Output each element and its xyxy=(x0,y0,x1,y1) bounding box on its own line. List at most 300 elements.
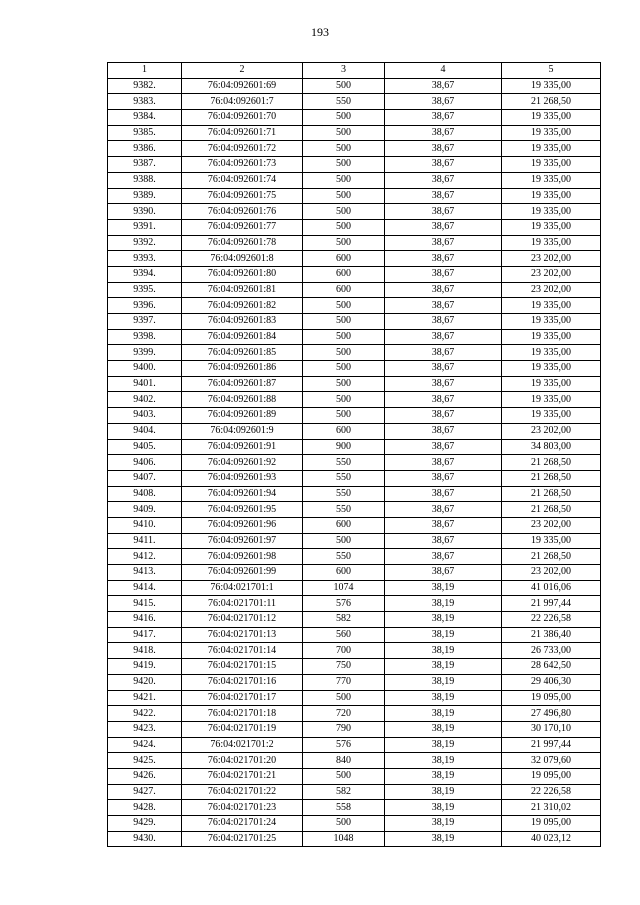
rate-cell: 38,67 xyxy=(385,204,502,220)
table-row xyxy=(108,266,601,282)
rate-cell: 38,19 xyxy=(385,816,502,832)
data-table xyxy=(107,62,601,847)
amount-cell: 19 335,00 xyxy=(502,125,601,141)
table-row xyxy=(108,470,601,486)
row-number-cell: 9416. xyxy=(108,612,182,628)
rate-cell: 38,67 xyxy=(385,251,502,267)
area-cell: 500 xyxy=(303,533,385,549)
amount-cell: 19 335,00 xyxy=(502,361,601,377)
rate-cell: 38,67 xyxy=(385,125,502,141)
area-cell: 1074 xyxy=(303,580,385,596)
cadastral-number-cell: 76:04:092601:87 xyxy=(182,376,303,392)
area-cell: 500 xyxy=(303,298,385,314)
row-number-cell: 9408. xyxy=(108,486,182,502)
table-row xyxy=(108,392,601,408)
table-row xyxy=(108,94,601,110)
rate-cell: 38,19 xyxy=(385,659,502,675)
table-row xyxy=(108,141,601,157)
area-cell: 500 xyxy=(303,110,385,126)
rate-cell: 38,19 xyxy=(385,831,502,847)
table-row xyxy=(108,423,601,439)
amount-cell: 19 335,00 xyxy=(502,392,601,408)
rate-cell: 38,67 xyxy=(385,502,502,518)
rate-cell: 38,67 xyxy=(385,94,502,110)
area-cell: 840 xyxy=(303,753,385,769)
row-number-cell: 9425. xyxy=(108,753,182,769)
row-number-cell: 9410. xyxy=(108,517,182,533)
cadastral-number-cell: 76:04:092601:86 xyxy=(182,361,303,377)
table-row xyxy=(108,737,601,753)
table-row xyxy=(108,596,601,612)
rate-cell: 38,19 xyxy=(385,627,502,643)
rate-cell: 38,67 xyxy=(385,141,502,157)
table-row xyxy=(108,376,601,392)
area-cell: 700 xyxy=(303,643,385,659)
cadastral-number-cell: 76:04:092601:70 xyxy=(182,110,303,126)
rate-cell: 38,67 xyxy=(385,219,502,235)
table-row xyxy=(108,690,601,706)
cadastral-number-cell: 76:04:092601:74 xyxy=(182,172,303,188)
table-row xyxy=(108,298,601,314)
rate-cell: 38,67 xyxy=(385,314,502,330)
amount-cell: 19 095,00 xyxy=(502,816,601,832)
row-number-cell: 9389. xyxy=(108,188,182,204)
rate-cell: 38,19 xyxy=(385,674,502,690)
cadastral-number-cell: 76:04:092601:72 xyxy=(182,141,303,157)
table-row xyxy=(108,329,601,345)
rate-cell: 38,67 xyxy=(385,486,502,502)
row-number-cell: 9392. xyxy=(108,235,182,251)
cadastral-number-cell: 76:04:092601:82 xyxy=(182,298,303,314)
area-cell: 900 xyxy=(303,439,385,455)
rate-cell: 38,67 xyxy=(385,235,502,251)
area-cell: 720 xyxy=(303,706,385,722)
amount-cell: 19 335,00 xyxy=(502,157,601,173)
rate-cell: 38,67 xyxy=(385,188,502,204)
page-number: 193 xyxy=(311,25,329,39)
rate-cell: 38,67 xyxy=(385,408,502,424)
row-number-cell: 9428. xyxy=(108,800,182,816)
area-cell: 1048 xyxy=(303,831,385,847)
amount-cell: 41 016,06 xyxy=(502,580,601,596)
table-row xyxy=(108,361,601,377)
amount-cell: 21 268,50 xyxy=(502,549,601,565)
amount-cell: 23 202,00 xyxy=(502,565,601,581)
row-number-cell: 9390. xyxy=(108,204,182,220)
rate-cell: 38,67 xyxy=(385,470,502,486)
row-number-cell: 9396. xyxy=(108,298,182,314)
table-row xyxy=(108,831,601,847)
row-number-cell: 9385. xyxy=(108,125,182,141)
cadastral-number-cell: 76:04:021701:25 xyxy=(182,831,303,847)
amount-cell: 19 335,00 xyxy=(502,408,601,424)
rate-cell: 38,67 xyxy=(385,533,502,549)
rate-cell: 38,67 xyxy=(385,517,502,533)
table-row xyxy=(108,674,601,690)
cadastral-number-cell: 76:04:092601:81 xyxy=(182,282,303,298)
cadastral-number-cell: 76:04:092601:95 xyxy=(182,502,303,518)
rate-cell: 38,67 xyxy=(385,266,502,282)
row-number-cell: 9395. xyxy=(108,282,182,298)
amount-cell: 21 997,44 xyxy=(502,596,601,612)
table-row xyxy=(108,659,601,675)
rate-cell: 38,67 xyxy=(385,565,502,581)
amount-cell: 23 202,00 xyxy=(502,282,601,298)
area-cell: 576 xyxy=(303,596,385,612)
row-number-cell: 9417. xyxy=(108,627,182,643)
row-number-cell: 9415. xyxy=(108,596,182,612)
row-number-cell: 9412. xyxy=(108,549,182,565)
amount-cell: 34 803,00 xyxy=(502,439,601,455)
area-cell: 500 xyxy=(303,408,385,424)
amount-cell: 22 226,58 xyxy=(502,612,601,628)
area-cell: 500 xyxy=(303,157,385,173)
rate-cell: 38,67 xyxy=(385,392,502,408)
amount-cell: 19 335,00 xyxy=(502,110,601,126)
area-cell: 600 xyxy=(303,251,385,267)
cadastral-number-cell: 76:04:021701:1 xyxy=(182,580,303,596)
rate-cell: 38,67 xyxy=(385,78,502,94)
area-cell: 600 xyxy=(303,423,385,439)
amount-cell: 19 335,00 xyxy=(502,141,601,157)
cadastral-number-cell: 76:04:092601:99 xyxy=(182,565,303,581)
area-cell: 550 xyxy=(303,549,385,565)
rate-cell: 38,67 xyxy=(385,376,502,392)
row-number-cell: 9426. xyxy=(108,768,182,784)
cadastral-number-cell: 76:04:092601:96 xyxy=(182,517,303,533)
rate-cell: 38,19 xyxy=(385,800,502,816)
row-number-cell: 9400. xyxy=(108,361,182,377)
amount-cell: 19 335,00 xyxy=(502,376,601,392)
cadastral-number-cell: 76:04:092601:80 xyxy=(182,266,303,282)
column-header: 1 xyxy=(108,63,182,79)
row-number-cell: 9384. xyxy=(108,110,182,126)
area-cell: 500 xyxy=(303,235,385,251)
cadastral-number-cell: 76:04:021701:2 xyxy=(182,737,303,753)
row-number-cell: 9419. xyxy=(108,659,182,675)
amount-cell: 19 335,00 xyxy=(502,78,601,94)
rate-cell: 38,19 xyxy=(385,706,502,722)
row-number-cell: 9402. xyxy=(108,392,182,408)
table-row xyxy=(108,627,601,643)
rate-cell: 38,19 xyxy=(385,580,502,596)
area-cell: 550 xyxy=(303,455,385,471)
table-row xyxy=(108,721,601,737)
row-number-cell: 9382. xyxy=(108,78,182,94)
rate-cell: 38,67 xyxy=(385,455,502,471)
row-number-cell: 9405. xyxy=(108,439,182,455)
cadastral-number-cell: 76:04:092601:89 xyxy=(182,408,303,424)
row-number-cell: 9383. xyxy=(108,94,182,110)
area-cell: 500 xyxy=(303,376,385,392)
table-row xyxy=(108,753,601,769)
cadastral-number-cell: 76:04:021701:19 xyxy=(182,721,303,737)
table-row xyxy=(108,517,601,533)
table-row xyxy=(108,565,601,581)
amount-cell: 21 310,02 xyxy=(502,800,601,816)
column-header: 5 xyxy=(502,63,601,79)
rate-cell: 38,67 xyxy=(385,329,502,345)
amount-cell: 19 095,00 xyxy=(502,768,601,784)
row-number-cell: 9430. xyxy=(108,831,182,847)
amount-cell: 19 095,00 xyxy=(502,690,601,706)
table-row xyxy=(108,643,601,659)
row-number-cell: 9429. xyxy=(108,816,182,832)
amount-cell: 21 386,40 xyxy=(502,627,601,643)
cadastral-number-cell: 76:04:092601:71 xyxy=(182,125,303,141)
area-cell: 770 xyxy=(303,674,385,690)
rate-cell: 38,19 xyxy=(385,768,502,784)
rate-cell: 38,19 xyxy=(385,721,502,737)
area-cell: 550 xyxy=(303,94,385,110)
rate-cell: 38,67 xyxy=(385,361,502,377)
amount-cell: 28 642,50 xyxy=(502,659,601,675)
row-number-cell: 9404. xyxy=(108,423,182,439)
area-cell: 582 xyxy=(303,612,385,628)
rate-cell: 38,67 xyxy=(385,282,502,298)
row-number-cell: 9403. xyxy=(108,408,182,424)
column-header: 4 xyxy=(385,63,502,79)
area-cell: 500 xyxy=(303,329,385,345)
row-number-cell: 9418. xyxy=(108,643,182,659)
amount-cell: 23 202,00 xyxy=(502,266,601,282)
cadastral-number-cell: 76:04:092601:88 xyxy=(182,392,303,408)
cadastral-number-cell: 76:04:021701:24 xyxy=(182,816,303,832)
table-row xyxy=(108,502,601,518)
amount-cell: 21 997,44 xyxy=(502,737,601,753)
area-cell: 500 xyxy=(303,768,385,784)
rate-cell: 38,67 xyxy=(385,157,502,173)
area-cell: 500 xyxy=(303,219,385,235)
cadastral-number-cell: 76:04:092601:84 xyxy=(182,329,303,345)
row-number-cell: 9413. xyxy=(108,565,182,581)
row-number-cell: 9388. xyxy=(108,172,182,188)
row-number-cell: 9406. xyxy=(108,455,182,471)
rate-cell: 38,67 xyxy=(385,298,502,314)
cadastral-number-cell: 76:04:092601:76 xyxy=(182,204,303,220)
area-cell: 550 xyxy=(303,502,385,518)
cadastral-number-cell: 76:04:021701:13 xyxy=(182,627,303,643)
area-cell: 790 xyxy=(303,721,385,737)
area-cell: 600 xyxy=(303,565,385,581)
cadastral-number-cell: 76:04:021701:17 xyxy=(182,690,303,706)
amount-cell: 21 268,50 xyxy=(502,502,601,518)
cadastral-number-cell: 76:04:092601:7 xyxy=(182,94,303,110)
row-number-cell: 9409. xyxy=(108,502,182,518)
area-cell: 500 xyxy=(303,188,385,204)
header-row xyxy=(108,63,601,79)
rate-cell: 38,67 xyxy=(385,439,502,455)
area-cell: 500 xyxy=(303,816,385,832)
amount-cell: 23 202,00 xyxy=(502,251,601,267)
cadastral-number-cell: 76:04:021701:14 xyxy=(182,643,303,659)
cadastral-number-cell: 76:04:092601:9 xyxy=(182,423,303,439)
amount-cell: 21 268,50 xyxy=(502,94,601,110)
area-cell: 500 xyxy=(303,125,385,141)
cadastral-number-cell: 76:04:021701:12 xyxy=(182,612,303,628)
table-row xyxy=(108,188,601,204)
table-row xyxy=(108,110,601,126)
table-row xyxy=(108,549,601,565)
row-number-cell: 9394. xyxy=(108,266,182,282)
area-cell: 576 xyxy=(303,737,385,753)
cadastral-number-cell: 76:04:092601:92 xyxy=(182,455,303,471)
cadastral-number-cell: 76:04:092601:8 xyxy=(182,251,303,267)
table-row xyxy=(108,455,601,471)
row-number-cell: 9391. xyxy=(108,219,182,235)
amount-cell: 27 496,80 xyxy=(502,706,601,722)
table-row xyxy=(108,157,601,173)
area-cell: 558 xyxy=(303,800,385,816)
area-cell: 582 xyxy=(303,784,385,800)
cadastral-number-cell: 76:04:092601:91 xyxy=(182,439,303,455)
cadastral-number-cell: 76:04:021701:21 xyxy=(182,768,303,784)
amount-cell: 19 335,00 xyxy=(502,172,601,188)
cadastral-number-cell: 76:04:092601:94 xyxy=(182,486,303,502)
cadastral-number-cell: 76:04:021701:23 xyxy=(182,800,303,816)
area-cell: 550 xyxy=(303,486,385,502)
column-header: 2 xyxy=(182,63,303,79)
rate-cell: 38,19 xyxy=(385,612,502,628)
area-cell: 500 xyxy=(303,204,385,220)
rate-cell: 38,19 xyxy=(385,690,502,706)
area-cell: 550 xyxy=(303,470,385,486)
amount-cell: 19 335,00 xyxy=(502,219,601,235)
amount-cell: 23 202,00 xyxy=(502,423,601,439)
table-row xyxy=(108,706,601,722)
amount-cell: 22 226,58 xyxy=(502,784,601,800)
table-row xyxy=(108,768,601,784)
table-row xyxy=(108,612,601,628)
cadastral-number-cell: 76:04:092601:69 xyxy=(182,78,303,94)
amount-cell: 19 335,00 xyxy=(502,533,601,549)
row-number-cell: 9386. xyxy=(108,141,182,157)
cadastral-number-cell: 76:04:092601:83 xyxy=(182,314,303,330)
row-number-cell: 9424. xyxy=(108,737,182,753)
table-row xyxy=(108,784,601,800)
rate-cell: 38,19 xyxy=(385,643,502,659)
amount-cell: 32 079,60 xyxy=(502,753,601,769)
amount-cell: 19 335,00 xyxy=(502,188,601,204)
area-cell: 500 xyxy=(303,690,385,706)
cadastral-number-cell: 76:04:092601:75 xyxy=(182,188,303,204)
amount-cell: 19 335,00 xyxy=(502,314,601,330)
table-row xyxy=(108,204,601,220)
amount-cell: 19 335,00 xyxy=(502,345,601,361)
table-row xyxy=(108,800,601,816)
area-cell: 500 xyxy=(303,78,385,94)
row-number-cell: 9422. xyxy=(108,706,182,722)
table-row xyxy=(108,816,601,832)
table-row xyxy=(108,125,601,141)
amount-cell: 19 335,00 xyxy=(502,329,601,345)
rate-cell: 38,19 xyxy=(385,737,502,753)
table-row xyxy=(108,235,601,251)
table-row xyxy=(108,533,601,549)
amount-cell: 30 170,10 xyxy=(502,721,601,737)
amount-cell: 19 335,00 xyxy=(502,235,601,251)
table-row xyxy=(108,78,601,94)
amount-cell: 21 268,50 xyxy=(502,455,601,471)
cadastral-number-cell: 76:04:021701:16 xyxy=(182,674,303,690)
amount-cell: 19 335,00 xyxy=(502,298,601,314)
area-cell: 600 xyxy=(303,266,385,282)
area-cell: 600 xyxy=(303,282,385,298)
table-row xyxy=(108,580,601,596)
cadastral-number-cell: 76:04:021701:20 xyxy=(182,753,303,769)
area-cell: 750 xyxy=(303,659,385,675)
table-row xyxy=(108,314,601,330)
table-row xyxy=(108,172,601,188)
row-number-cell: 9421. xyxy=(108,690,182,706)
table-row xyxy=(108,282,601,298)
row-number-cell: 9397. xyxy=(108,314,182,330)
table-row xyxy=(108,439,601,455)
rate-cell: 38,67 xyxy=(385,345,502,361)
rate-cell: 38,67 xyxy=(385,549,502,565)
rate-cell: 38,19 xyxy=(385,753,502,769)
row-number-cell: 9387. xyxy=(108,157,182,173)
table-row xyxy=(108,219,601,235)
cadastral-number-cell: 76:04:021701:15 xyxy=(182,659,303,675)
area-cell: 560 xyxy=(303,627,385,643)
cadastral-number-cell: 76:04:021701:18 xyxy=(182,706,303,722)
cadastral-number-cell: 76:04:092601:97 xyxy=(182,533,303,549)
table-row xyxy=(108,345,601,361)
row-number-cell: 9420. xyxy=(108,674,182,690)
amount-cell: 19 335,00 xyxy=(502,204,601,220)
table-row xyxy=(108,251,601,267)
amount-cell: 29 406,30 xyxy=(502,674,601,690)
row-number-cell: 9393. xyxy=(108,251,182,267)
cadastral-number-cell: 76:04:092601:85 xyxy=(182,345,303,361)
cadastral-number-cell: 76:04:021701:22 xyxy=(182,784,303,800)
area-cell: 500 xyxy=(303,172,385,188)
rate-cell: 38,67 xyxy=(385,110,502,126)
area-cell: 500 xyxy=(303,314,385,330)
cadastral-number-cell: 76:04:092601:73 xyxy=(182,157,303,173)
area-cell: 500 xyxy=(303,345,385,361)
cadastral-number-cell: 76:04:092601:93 xyxy=(182,470,303,486)
amount-cell: 23 202,00 xyxy=(502,517,601,533)
cadastral-number-cell: 76:04:092601:98 xyxy=(182,549,303,565)
row-number-cell: 9401. xyxy=(108,376,182,392)
row-number-cell: 9399. xyxy=(108,345,182,361)
cadastral-number-cell: 76:04:092601:77 xyxy=(182,219,303,235)
row-number-cell: 9398. xyxy=(108,329,182,345)
rate-cell: 38,67 xyxy=(385,423,502,439)
amount-cell: 26 733,00 xyxy=(502,643,601,659)
amount-cell: 21 268,50 xyxy=(502,470,601,486)
row-number-cell: 9407. xyxy=(108,470,182,486)
area-cell: 500 xyxy=(303,141,385,157)
rate-cell: 38,19 xyxy=(385,784,502,800)
row-number-cell: 9414. xyxy=(108,580,182,596)
area-cell: 600 xyxy=(303,517,385,533)
rate-cell: 38,19 xyxy=(385,596,502,612)
table-row xyxy=(108,408,601,424)
column-header: 3 xyxy=(303,63,385,79)
row-number-cell: 9427. xyxy=(108,784,182,800)
amount-cell: 40 023,12 xyxy=(502,831,601,847)
rate-cell: 38,67 xyxy=(385,172,502,188)
area-cell: 500 xyxy=(303,392,385,408)
amount-cell: 21 268,50 xyxy=(502,486,601,502)
cadastral-number-cell: 76:04:021701:11 xyxy=(182,596,303,612)
table-row xyxy=(108,486,601,502)
cadastral-number-cell: 76:04:092601:78 xyxy=(182,235,303,251)
row-number-cell: 9423. xyxy=(108,721,182,737)
